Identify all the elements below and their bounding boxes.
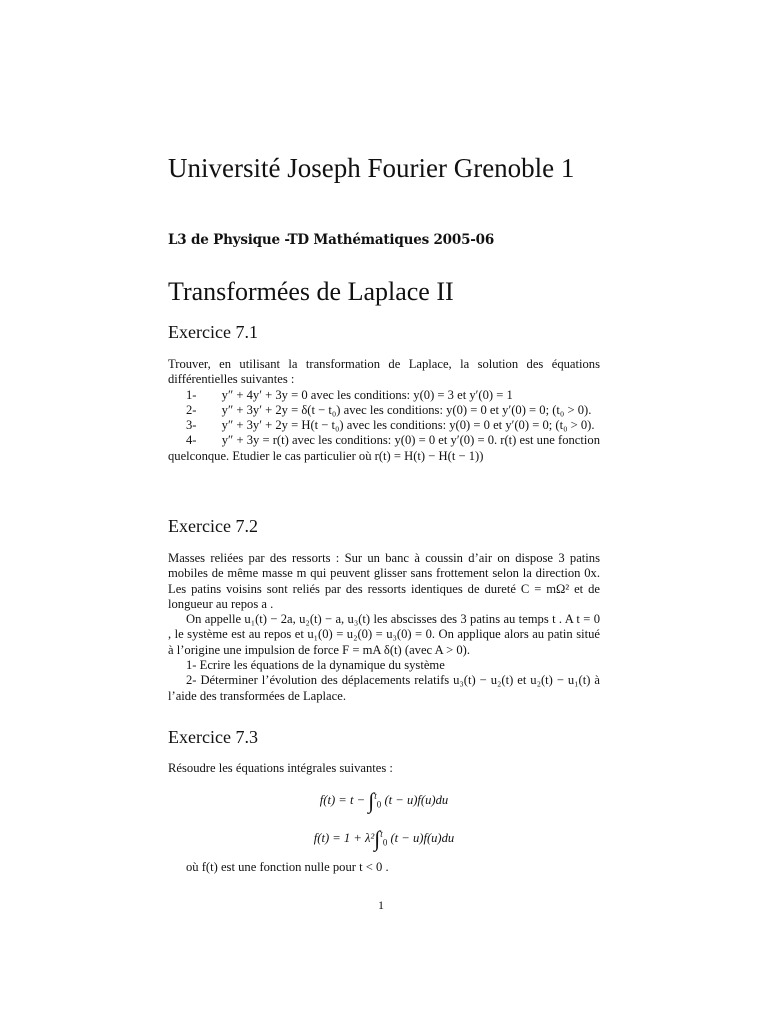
exercise-7-1-item: 3- y″ + 3y′ + 2y = H(t − t₀) avec les conditions: y(0) = 0 et y′(0) = 0; (t₀ > 0). [186, 418, 595, 433]
exercise-7-1-item: 2- y″ + 3y′ + 2y = δ(t − t₀) avec les conditions: y(0) = 0 et y′(0) = 0; (t₀ > 0). [186, 402, 592, 417]
exercise-7-3-outro: où f(t) est une fonction nulle pour t < 0 . [186, 860, 389, 874]
exercise-7-3-intro: Résoudre les équations intégrales suivantes : [168, 761, 393, 775]
page-number: 1 [378, 898, 384, 912]
integral-lower-limit: 0 [382, 837, 388, 848]
exercise-7-2-paragraph: Masses reliées par des ressorts : Sur un banc à coussin d’air on dispose 3 patins mobiles de même masse m qui peuvent glisser sans frottement selon la direction 0x. Les patins voisins sont reliés par des ressorts identiques de dureté C = mΩ² et de longueur au repos a . [168, 551, 600, 611]
exercise-7-1-body [168, 357, 604, 464]
integral-equation-2 [168, 826, 600, 852]
equation-lhs: f(t) = t − [319, 793, 369, 807]
document-title: Transformées de Laplace II [168, 277, 454, 306]
equation-body: (t − u)f(u)du [384, 793, 449, 807]
exercise-7-3-heading: Exercice 7.3 [168, 727, 258, 747]
exercise-7-2-heading: Exercice 7.2 [168, 516, 258, 536]
integral-upper-limit: t [374, 790, 377, 801]
course-subtitle: L3 de Physique -TD Mathématiques 2005-06 [168, 232, 495, 248]
exercise-7-2-paragraph: 2- Déterminer l’évolution des déplacements relatifs u₃(t) − u₂(t) et u₂(t) − u₁(t) à l’aide des transformées de Laplace. [168, 673, 600, 703]
equation-body: (t − u)f(u)du [390, 831, 455, 845]
exercise-7-2-body [168, 551, 600, 704]
integral-equation-1 [168, 788, 600, 814]
exercise-7-2-paragraph: 1- Ecrire les équations de la dynamique du système [186, 658, 445, 673]
exercise-7-1-item: 4- y″ + 3y = r(t) avec les conditions: y(0) = 0 et y′(0) = 0. r(t) est une fonction quelconque. Etudier le cas particulier où r(t) = H(t) − H(t − 1)) [168, 433, 604, 463]
equation-lhs: f(t) = 1 + λ² [313, 831, 375, 845]
university-title: Université Joseph Fourier Grenoble 1 [168, 153, 575, 183]
integral-lower-limit: 0 [376, 799, 382, 810]
exercise-7-1-intro: Trouver, en utilisant la transformation de Laplace, la solution des équations différentielles suivantes : [168, 357, 600, 387]
integral-upper-limit: t [380, 828, 383, 839]
exercise-7-1-item: 1- y″ + 4y′ + 3y = 0 avec les conditions: y(0) = 3 et y′(0) = 1 [186, 387, 513, 402]
exercise-7-1-heading: Exercice 7.1 [168, 322, 258, 342]
exercise-7-2-paragraph: On appelle u₁(t) − 2a, u₂(t) − a, u₃(t) les abscisses des 3 patins au temps t . A t = 0 , le système est au repos et u₁(0) = u₂(0) = u₃(0) = 0. On applique alors au patin situé à l’origine une impulsion de force F = mA δ(t) (avec A > 0). [168, 612, 600, 657]
integral-sign-icon: ∫ [368, 788, 375, 813]
integral-sign-icon: ∫ [374, 826, 381, 851]
